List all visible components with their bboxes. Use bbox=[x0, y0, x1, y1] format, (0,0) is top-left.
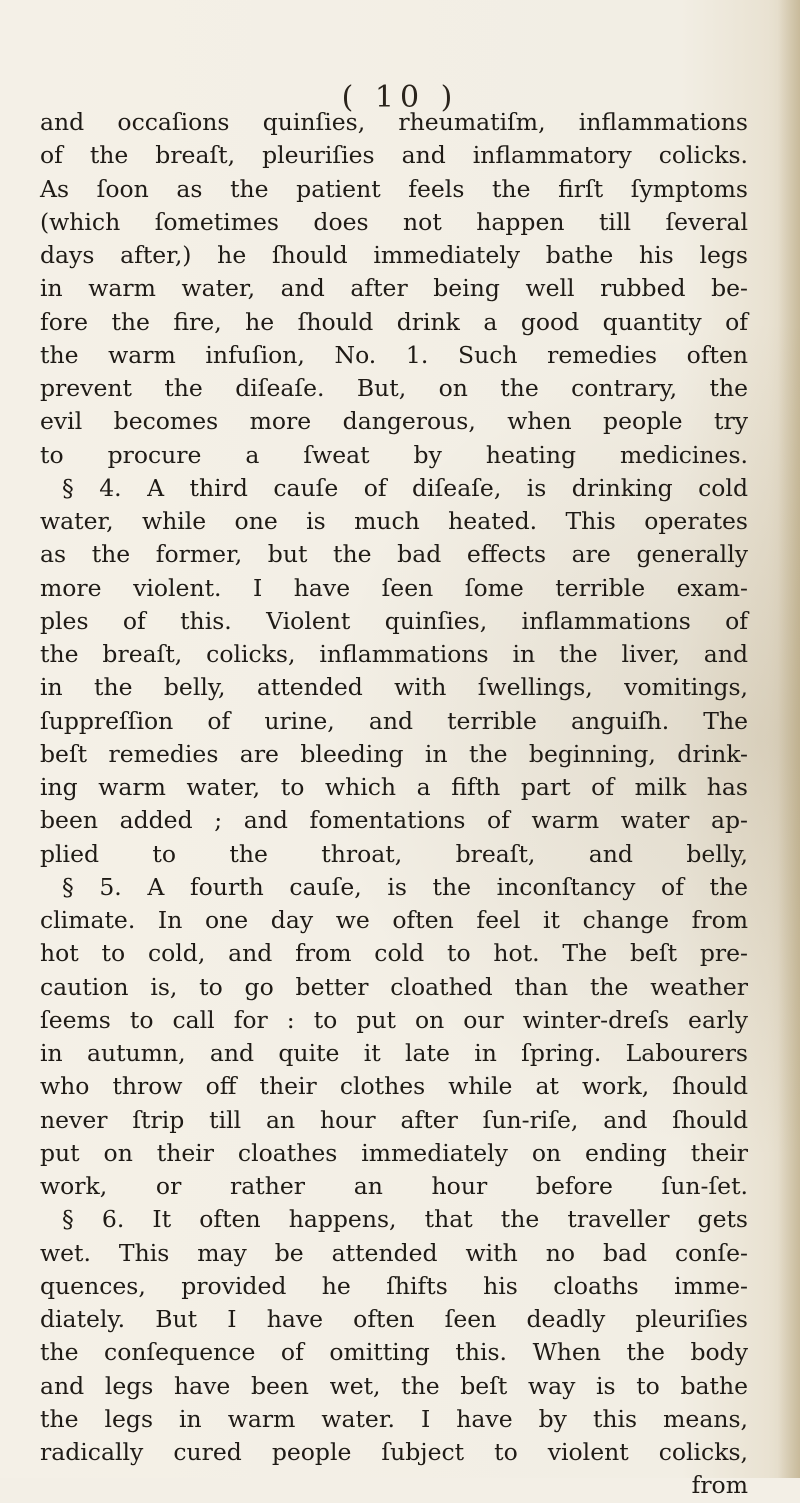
text-line: to procure a ſweat by heating medicines. bbox=[40, 440, 748, 469]
page-number: ( 10 ) bbox=[341, 80, 459, 115]
page-edge-shadow bbox=[778, 0, 800, 1478]
text-line: caution is, to go better cloathed than the weather bbox=[40, 972, 748, 1001]
text-line: quences, provided he ſhifts his cloaths imme- bbox=[40, 1271, 748, 1300]
text-line: ſeems to call for : to put on our winter-dreſs early bbox=[40, 1005, 748, 1034]
section-4-start: § 4. A third cauſe of diſeaſe, is drinking cold bbox=[62, 473, 748, 502]
body-text bbox=[40, 106, 748, 1503]
text-line: (which ſometimes does not happen till ſeveral bbox=[40, 207, 748, 236]
section-6-start: § 6. It often happens, that the traveller gets bbox=[62, 1205, 748, 1234]
text-line: radically cured people ſubject to violent colicks, bbox=[40, 1438, 748, 1466]
text-line: days after,) he ſhould immediately bathe his legs bbox=[40, 241, 748, 269]
text-line: wet. This may be attended with no bad conſe- bbox=[40, 1238, 748, 1267]
text-line: and occaſions quinſies, rheumatiſm, inflammations bbox=[40, 108, 748, 136]
text-line: more violent. I have ſeen ſome terrible exam- bbox=[40, 573, 748, 602]
text-line: fore the fire, he ſhould drink a good quantity of bbox=[40, 307, 748, 336]
text-line: in the belly, attended with ſwellings, vomitings, bbox=[40, 673, 748, 702]
text-line: in autumn, and quite it late in ſpring. Labourers bbox=[40, 1039, 748, 1067]
text-line: evil becomes more dangerous, when people try bbox=[40, 407, 748, 436]
text-line: been added ; and fomentations of warm water ap- bbox=[40, 806, 748, 835]
text-line: put on their cloathes immediately on ending their bbox=[40, 1138, 748, 1167]
text-line: ſuppreſſion of urine, and terrible anguiſh. The bbox=[40, 706, 748, 735]
text-line: who throw off their clothes while at work, ſhould bbox=[40, 1072, 748, 1101]
catchword: from bbox=[691, 1471, 748, 1500]
text-line: plied to the throat, breaſt, and belly, bbox=[40, 839, 748, 868]
text-line: the breaſt, colicks, inflammations in the liver, and bbox=[40, 640, 748, 668]
text-line: of the breaſt, pleuriſies and inflammatory colicks. bbox=[40, 141, 748, 170]
text-line: work, or rather an hour before ſun-ſet. bbox=[40, 1172, 748, 1200]
text-line: hot to cold, and from cold to hot. The beſt pre- bbox=[40, 939, 748, 968]
text-line: the legs in warm water. I have by this means, bbox=[40, 1404, 748, 1433]
text-line: the conſequence of omitting this. When the body bbox=[40, 1338, 748, 1367]
text-line: diately. But I have often ſeen deadly pleuriſies bbox=[40, 1305, 748, 1333]
text-line: and legs have been wet, the beſt way is to bathe bbox=[40, 1371, 748, 1400]
section-5-start: § 5. A fourth cauſe, is the inconſtancy of the bbox=[62, 872, 748, 901]
text-line: as the former, but the bad effects are generally bbox=[40, 540, 748, 569]
text-line: prevent the diſeaſe. But, on the contrary, the bbox=[40, 374, 748, 402]
text-line: ing warm water, to which a fifth part of milk has bbox=[40, 773, 748, 801]
text-line: never ſtrip till an hour after ſun-riſe, and ſhould bbox=[40, 1105, 748, 1134]
text-line: the warm infuſion, No. 1. Such remedies often bbox=[40, 340, 748, 369]
text-line: As ſoon as the patient feels the firſt ſymptoms bbox=[40, 174, 748, 203]
text-line: beſt remedies are bleeding in the beginning, drink- bbox=[40, 739, 748, 768]
text-line: water, while one is much heated. This operates bbox=[40, 507, 748, 535]
text-line: in warm water, and after being well rubbed be- bbox=[40, 274, 748, 303]
text-line: climate. In one day we often feel it change from bbox=[40, 906, 748, 934]
text-line: ples of this. Violent quinſies, inflammations of bbox=[40, 606, 748, 635]
